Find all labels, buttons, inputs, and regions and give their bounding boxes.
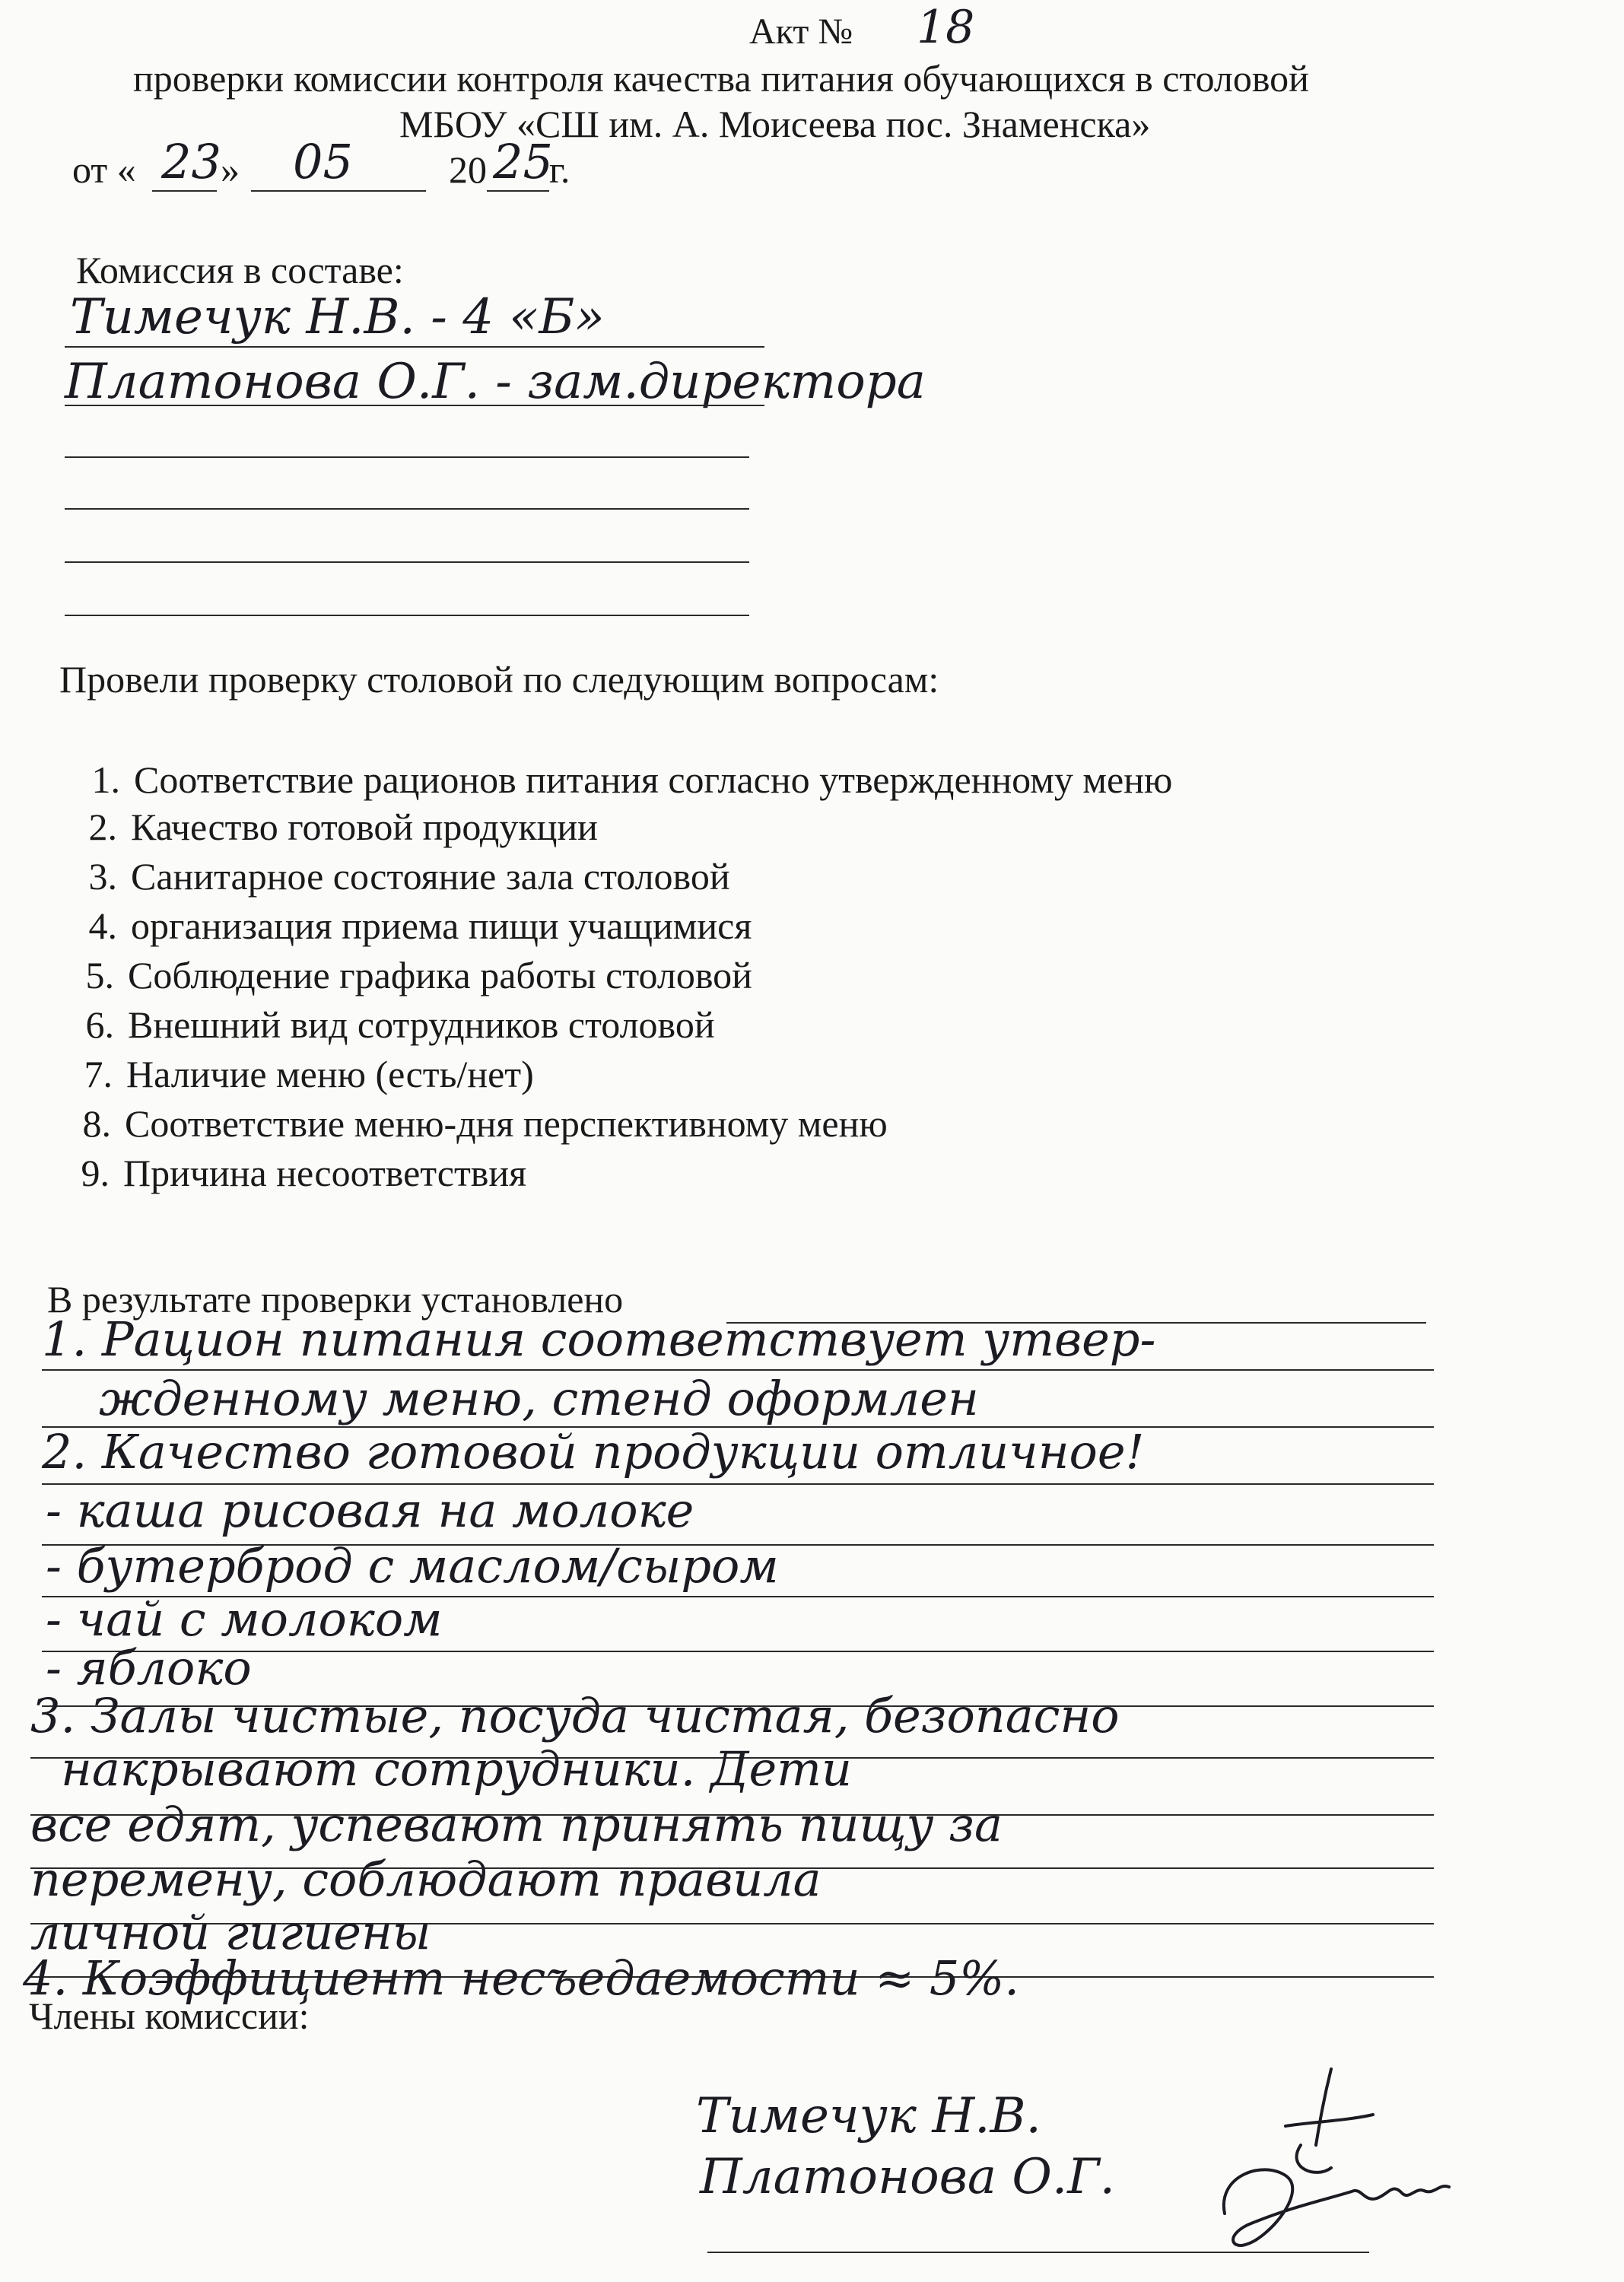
commission-line — [65, 405, 764, 406]
results-label: В результате проверки установлено — [47, 1278, 624, 1321]
commission-member-2: Платонова О.Г. - зам.директора — [65, 354, 926, 410]
question-number: 9. — [81, 1152, 110, 1194]
question-number: 4. — [88, 904, 117, 947]
result-line: 2. Качество готовой продукции отличное! — [42, 1424, 1145, 1479]
question-item — [64, 855, 730, 898]
question-number: 2. — [88, 806, 117, 848]
question-number: 5. — [85, 954, 114, 996]
question-item — [61, 956, 752, 994]
question-item — [64, 808, 598, 846]
result-line: - каша рисовая на молоке — [46, 1483, 694, 1538]
result-line: 1. Рацион питания соответствует утвер- — [42, 1311, 1156, 1367]
question-number: 1. — [91, 758, 120, 801]
questions-heading: Провели проверку столовой по следующим вопросам: — [59, 658, 939, 701]
question-number: 6. — [85, 1003, 114, 1046]
commission-line — [65, 615, 749, 616]
result-line: 3. Залы чистые, посуда чистая, безопасно — [30, 1688, 1120, 1743]
result-line: перемену, соблюдают правила — [30, 1851, 822, 1907]
question-number: 3. — [88, 855, 117, 898]
commission-line — [65, 346, 764, 348]
date-prefix: от « — [72, 148, 136, 191]
member-signature-1: Тимечук Н.В. — [696, 2088, 1041, 2144]
signature-flourish-2 — [1202, 2145, 1460, 2259]
date-day-underline — [152, 190, 217, 192]
date-century: 20 — [449, 148, 487, 191]
commission-line — [65, 456, 749, 458]
date-suffix: г. — [549, 148, 570, 191]
question-item — [67, 758, 1173, 801]
question-number: 8. — [82, 1102, 111, 1145]
act-subtitle-line-1: проверки комиссии контроля качества питания обучающихся в столовой — [133, 57, 1309, 100]
commission-member-1: Тимечук Н.В. - 4 «Б» — [70, 289, 605, 345]
question-text: Внешний вид сотрудников столовой — [128, 1003, 715, 1046]
date-year-underline — [487, 190, 549, 192]
question-text: Соблюдение графика работы столовой — [128, 954, 752, 996]
question-item — [61, 1003, 715, 1046]
result-line: накрывают сотрудники. Дети — [61, 1741, 852, 1797]
question-item — [59, 1055, 534, 1093]
question-text: организация приема пищи учащимися — [131, 904, 752, 947]
question-item — [56, 1154, 526, 1192]
result-line: личной гигиены — [30, 1905, 431, 1960]
date-month-underline — [251, 190, 426, 192]
question-item — [64, 904, 752, 947]
question-text: Соответствие меню-дня перспективному меню — [125, 1102, 888, 1145]
act-title: Акт № — [749, 11, 853, 52]
result-line: жденному меню, стенд оформлен — [99, 1371, 979, 1426]
date-year-handwritten: 25 — [493, 134, 553, 189]
commission-line — [65, 508, 749, 510]
question-text: Качество готовой продукции — [131, 806, 598, 848]
result-line: - чай с молоком — [46, 1591, 443, 1647]
result-line: все едят, успевают принять пищу за — [30, 1797, 1003, 1852]
commission-label: Комиссия в составе: — [76, 249, 404, 291]
question-item — [58, 1104, 888, 1143]
question-text: Санитарное состояние зала столовой — [131, 855, 730, 898]
result-line: - яблоко — [46, 1640, 252, 1696]
result-line: 4. Коэффициент несъедаемости ≈ 5%. — [23, 1950, 1019, 2006]
date-quote-close: » — [221, 148, 240, 191]
commission-line — [65, 561, 749, 563]
act-number-handwritten: 18 — [917, 1, 975, 54]
result-line: - бутерброд с маслом/сыром — [46, 1538, 779, 1594]
question-text: Наличие меню (есть/нет) — [126, 1053, 534, 1095]
member-signature-2: Платонова О.Г. — [700, 2149, 1115, 2205]
members-label: Члены комиссии: — [29, 1994, 310, 2037]
date-month-handwritten: 05 — [293, 134, 353, 189]
question-number: 7. — [84, 1053, 113, 1095]
question-text: Соответствие рационов питания согласно утвержденному меню — [134, 758, 1173, 801]
question-text: Причина несоответствия — [123, 1152, 527, 1194]
date-day-handwritten: 23 — [161, 134, 221, 189]
act-subtitle-line-2: МБОУ «СШ им. А. Моисеева пос. Знаменска» — [399, 103, 1151, 145]
